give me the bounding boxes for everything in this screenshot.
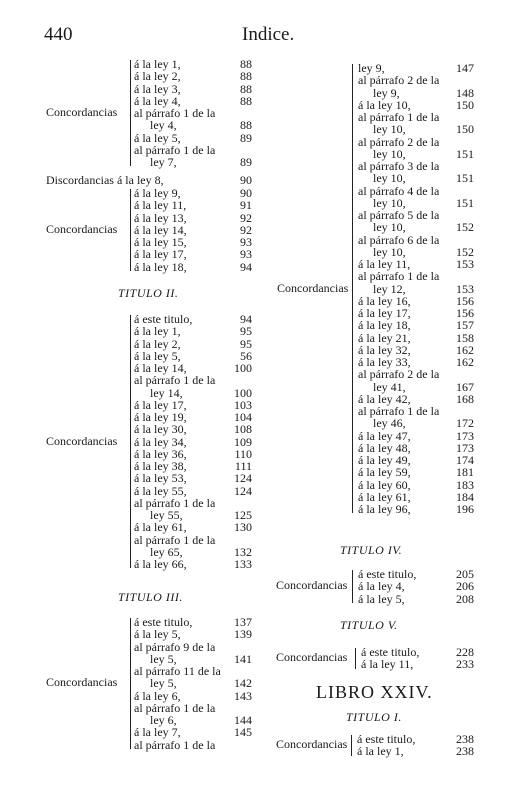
page-ref: 56 xyxy=(240,348,252,363)
index-entry: al párrafo 2 de la xyxy=(358,134,440,149)
page-ref: 124 xyxy=(234,471,252,486)
index-entry: al párrafo 6 de la xyxy=(358,232,440,247)
page-ref: 181 xyxy=(456,465,474,480)
index-entry: á la ley 17, xyxy=(358,306,411,320)
page-ref: 150 xyxy=(456,122,474,137)
page-ref: 144 xyxy=(234,713,252,727)
index-entry: á la ley 3, xyxy=(134,81,181,96)
index-entry: á la ley 5, xyxy=(358,591,405,606)
index-entry: al párrafo 1 de la xyxy=(358,404,440,418)
page-ref: 94 xyxy=(240,259,252,274)
page-ref: 196 xyxy=(456,502,474,516)
index-entry: ley 9, xyxy=(373,85,400,100)
index-entry: á este titulo, xyxy=(358,567,417,581)
page-ref: 95 xyxy=(240,336,252,351)
index-entry: ley 14, xyxy=(150,385,183,400)
page-ref: 183 xyxy=(456,477,474,492)
page-ref: 173 xyxy=(456,428,474,443)
concordancias-label: Concordancias xyxy=(276,737,348,752)
page-ref: 184 xyxy=(456,489,474,504)
book-heading: LIBRO XXIV. xyxy=(316,682,433,702)
page-ref: 172 xyxy=(456,416,474,431)
index-entry: á la ley 5, xyxy=(134,130,181,145)
page-ref: 205 xyxy=(456,567,474,581)
index-entry: ley 46, xyxy=(373,416,406,431)
page-ref: 93 xyxy=(240,235,252,249)
index-entry: á la ley 30, xyxy=(134,422,187,437)
index-entry: á la ley 34, xyxy=(134,434,187,449)
index-entry: al párrafo 1 de la xyxy=(358,110,440,124)
page-ref: 151 xyxy=(456,195,474,210)
page-ref: 150 xyxy=(456,97,474,112)
bracket-brace xyxy=(130,618,131,749)
index-entry: al párrafo 1 de la xyxy=(134,495,216,510)
page-ref: 89 xyxy=(240,155,252,169)
index-entry: al párrafo 3 de la xyxy=(358,159,440,173)
page-ref: 90 xyxy=(240,186,252,200)
index-entry: á la ley 11, xyxy=(361,657,414,672)
index-entry: á la ley 96, xyxy=(358,502,411,516)
bracket-brace xyxy=(352,64,353,513)
page-ref: 208 xyxy=(456,591,474,606)
index-entry: á la ley 1, xyxy=(134,324,181,339)
index-entry: á la ley 2, xyxy=(134,336,181,351)
index-entry: ley 65, xyxy=(150,544,183,559)
page-ref: 88 xyxy=(240,69,252,84)
section-heading: TITULO II. xyxy=(118,286,179,300)
bracket-brace xyxy=(352,570,353,603)
index-entry: al párrafo 1 de la xyxy=(358,269,440,284)
page-ref: 152 xyxy=(456,220,474,235)
page-ref: 103 xyxy=(234,397,252,412)
page-ref: 238 xyxy=(456,732,474,746)
index-entry: á la ley 4, xyxy=(358,579,405,594)
page-ref: 93 xyxy=(240,247,252,262)
index-entry: á la ley 47, xyxy=(358,428,411,443)
index-entry: á la ley 2, xyxy=(134,69,181,84)
index-entry: ley 10, xyxy=(373,146,406,161)
index-entry: á la ley 48, xyxy=(358,440,411,455)
page-title: Indice. xyxy=(242,24,295,45)
index-entry: al párrafo 4 de la xyxy=(358,183,440,198)
page-ref: 133 xyxy=(234,557,252,571)
index-entry: á la ley 11, xyxy=(134,198,187,213)
bracket-brace xyxy=(130,315,131,568)
concordancias-label: Concordancias xyxy=(276,650,348,665)
bracket-brace xyxy=(130,60,131,166)
index-entry: á la ley 66, xyxy=(134,557,187,571)
index-entry: á la ley 55, xyxy=(134,483,187,498)
index-entry: ley 4, xyxy=(150,118,177,133)
index-entry: ley 10, xyxy=(373,244,406,259)
index-entry: ley 10, xyxy=(373,171,406,186)
index-entry: á este titulo, xyxy=(134,312,193,326)
page-ref: 238 xyxy=(456,744,474,759)
page-ref: 130 xyxy=(234,520,252,535)
page-ref: 157 xyxy=(456,318,474,333)
page-ref: 137 xyxy=(234,615,252,629)
page-ref: 124 xyxy=(234,483,252,498)
index-entry: á la ley 1, xyxy=(134,57,181,71)
page-ref: 156 xyxy=(456,306,474,320)
page-ref: 147 xyxy=(456,61,474,75)
index-entry: ley 9, xyxy=(358,61,385,75)
concordancias-label: Concordancias xyxy=(276,578,348,593)
index-entry: al párrafo 9 de la xyxy=(134,639,216,654)
index-entry: á la ley 42, xyxy=(358,391,411,406)
index-entry: á la ley 33, xyxy=(358,355,411,369)
page-ref: 92 xyxy=(240,210,252,225)
bracket-brace xyxy=(355,648,356,669)
index-entry: ley 5, xyxy=(150,676,177,691)
index-entry: á la ley 1, xyxy=(357,744,404,759)
page-number: 440 xyxy=(44,24,73,45)
index-entry: ley 41, xyxy=(373,379,406,394)
index-entry: á la ley 4, xyxy=(134,93,181,108)
index-entry: á la ley 10, xyxy=(358,97,411,112)
page-ref: 88 xyxy=(240,81,252,96)
bracket-brace xyxy=(130,189,131,271)
index-entry: á la ley 15, xyxy=(134,235,187,249)
page-ref: 139 xyxy=(234,627,252,642)
page-ref: 168 xyxy=(456,391,474,406)
page-ref: 125 xyxy=(234,508,252,522)
page-ref: 174 xyxy=(456,453,474,467)
index-entry: ley 7, xyxy=(150,155,177,169)
page-ref: 206 xyxy=(456,579,474,594)
index-entry: ley 10, xyxy=(373,220,406,235)
concordancias-label: Concordancias xyxy=(46,105,118,120)
page-ref: 173 xyxy=(456,440,474,455)
page-ref: 153 xyxy=(456,281,474,296)
index-entry: á la ley 21, xyxy=(358,330,411,345)
page-ref: 148 xyxy=(456,85,474,100)
index-entry: á la ley 19, xyxy=(134,410,187,424)
page-ref: 141 xyxy=(234,651,252,666)
page-ref: 111 xyxy=(234,459,252,473)
index-entry: á la ley 7, xyxy=(134,725,181,740)
page-ref: 90 xyxy=(240,173,252,187)
index-entry: ley 10, xyxy=(373,195,406,210)
page-ref: 88 xyxy=(240,118,252,133)
page-ref: 153 xyxy=(456,257,474,271)
index-entry: al párrafo 1 de la xyxy=(134,700,216,715)
page-ref: 143 xyxy=(234,688,252,703)
index-entry: á la ley 49, xyxy=(358,453,411,467)
index-entry: á la ley 16, xyxy=(358,293,411,308)
page-ref: 158 xyxy=(456,330,474,345)
index-entry: á la ley 36, xyxy=(134,446,187,461)
index-entry: al párrafo 11 de la xyxy=(134,664,221,678)
index-entry: á la ley 14, xyxy=(134,222,187,237)
index-entry: ley 55, xyxy=(150,508,183,522)
page-ref: 228 xyxy=(456,645,474,659)
index-entry: ley 12, xyxy=(373,281,406,296)
index-entry: al párrafo 2 de la xyxy=(358,73,440,88)
index-entry: á la ley 18, xyxy=(134,259,187,274)
page-ref: 110 xyxy=(234,446,252,461)
index-entry: á este titulo, xyxy=(361,645,420,659)
page-ref: 142 xyxy=(234,676,252,691)
index-entry: á la ley 17, xyxy=(134,397,187,412)
page-ref: 162 xyxy=(456,342,474,357)
index-entry: á la ley 53, xyxy=(134,471,187,486)
page-ref: 109 xyxy=(234,434,252,449)
index-entry: á la ley 17, xyxy=(134,247,187,262)
index-entry: á la ley 11, xyxy=(358,257,411,271)
concordancias-label: Concordancias xyxy=(46,433,118,448)
index-entry: al párrafo 1 de la xyxy=(134,737,216,752)
page-ref: 145 xyxy=(234,725,252,740)
page-ref: 108 xyxy=(234,422,252,437)
page-ref: 152 xyxy=(456,244,474,259)
page-ref: 151 xyxy=(456,171,474,186)
index-entry: al párrafo 1 de la xyxy=(134,373,216,388)
index-entry: ley 10, xyxy=(373,122,406,137)
page-ref: 94 xyxy=(240,312,252,326)
index-entry: á la ley 14, xyxy=(134,361,187,375)
index-entry: á la ley 5, xyxy=(134,348,181,363)
index-entry: ley 6, xyxy=(150,713,177,727)
page-ref: 95 xyxy=(240,324,252,339)
concordancias-label: Concordancias xyxy=(277,280,349,295)
page-ref: 104 xyxy=(234,410,252,424)
index-entry: á este titulo, xyxy=(134,615,193,629)
concordancias-label: Concordancias xyxy=(46,675,118,690)
index-entry: al párrafo 1 de la xyxy=(134,106,216,120)
index-entry: á la ley 18, xyxy=(358,318,411,333)
page-ref: 92 xyxy=(240,222,252,237)
index-entry: á la ley 9, xyxy=(134,186,181,200)
page-ref: 100 xyxy=(234,385,252,400)
index-entry: á la ley 32, xyxy=(358,342,411,357)
index-entry: al párrafo 5 de la xyxy=(358,208,440,222)
page-ref: 151 xyxy=(456,146,474,161)
index-entry: á este titulo, xyxy=(357,732,416,746)
index-entry: á la ley 61, xyxy=(134,520,187,535)
page-ref: 91 xyxy=(240,198,252,213)
index-entry: á la ley 59, xyxy=(358,465,411,480)
page-ref: 132 xyxy=(234,544,252,559)
section-heading: TITULO I. xyxy=(346,710,402,724)
discordancias-entry: Discordancias á la ley 8, xyxy=(46,173,164,187)
bracket-brace xyxy=(351,735,352,756)
index-entry: á la ley 13, xyxy=(134,210,187,225)
section-heading: TITULO IV. xyxy=(340,543,403,557)
page-ref: 100 xyxy=(234,361,252,375)
index-entry: á la ley 38, xyxy=(134,459,187,473)
page-ref: 156 xyxy=(456,293,474,308)
page-ref: 162 xyxy=(456,355,474,369)
page-ref: 88 xyxy=(240,93,252,108)
section-heading: TITULO III. xyxy=(118,590,183,604)
page-ref: 88 xyxy=(240,57,252,71)
page-ref: 89 xyxy=(240,130,252,145)
section-heading: TITULO V. xyxy=(340,618,398,632)
page-ref: 233 xyxy=(456,657,474,672)
index-entry: á la ley 61, xyxy=(358,489,411,504)
index-entry: ley 5, xyxy=(150,651,177,666)
index-entry: á la ley 6, xyxy=(134,688,181,703)
index-entry: á la ley 5, xyxy=(134,627,181,642)
concordancias-label: Concordancias xyxy=(46,221,118,236)
index-entry: al párrafo 1 de la xyxy=(134,532,216,547)
index-entry: al párrafo 1 de la xyxy=(134,142,216,157)
index-entry: á la ley 60, xyxy=(358,477,411,492)
index-entry: al párrafo 2 de la xyxy=(358,367,440,382)
page-ref: 167 xyxy=(456,379,474,394)
